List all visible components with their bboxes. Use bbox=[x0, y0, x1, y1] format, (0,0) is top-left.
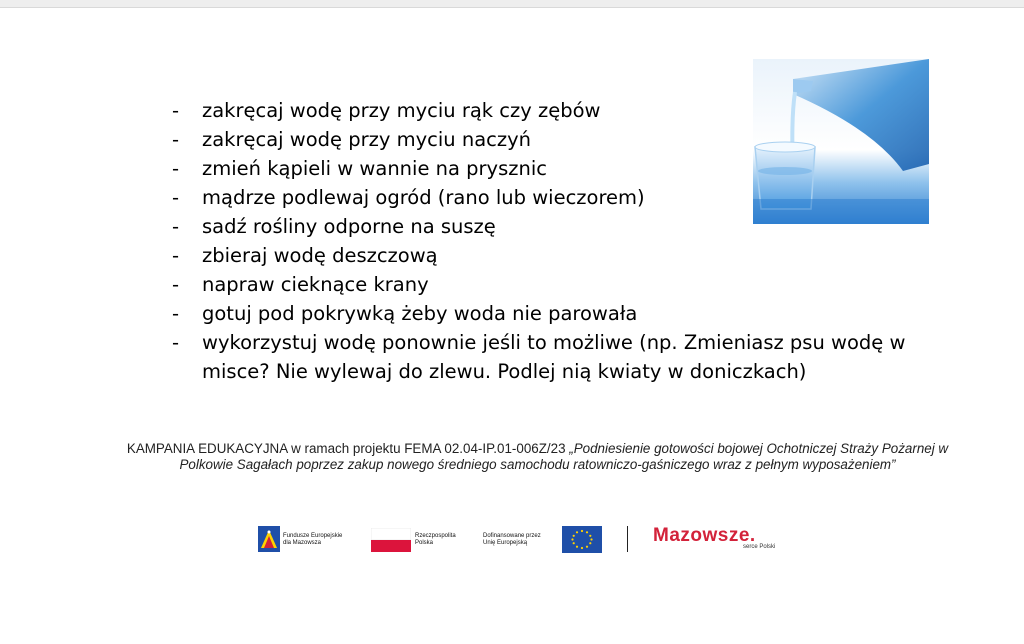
polish-flag-logo bbox=[371, 528, 411, 552]
funding-logos-strip bbox=[0, 520, 1024, 560]
campaign-project: w ramach projektu FEMA 02.04-IP.01-006Z/23 bbox=[287, 441, 570, 456]
list-item bbox=[172, 328, 952, 386]
list-item bbox=[172, 96, 952, 125]
list-item bbox=[172, 212, 952, 241]
eu-flag-logo bbox=[562, 526, 602, 553]
campaign-title: KAMPANIA EDUKACYJNA bbox=[126, 441, 288, 456]
rp-logo-text bbox=[415, 533, 456, 547]
campaign-project-title: „Podniesienie gotowości bojowej Ochotniczej Straży Pożarnej w Polkowie Sagałach poprzez zakup nowego średniego samochodu ratowniczo-gaśniczego wraz z pełnym wyposażeniem” bbox=[179, 441, 949, 472]
fe-line1: Fundusze Europejskie bbox=[283, 533, 343, 539]
list-item bbox=[172, 125, 952, 154]
bullet-dash: - bbox=[172, 302, 180, 325]
water-saving-tips-list bbox=[172, 96, 952, 386]
bullet-dash: - bbox=[172, 273, 180, 296]
tip-text: gotuj pod pokrywką żeby woda nie parowała bbox=[202, 302, 638, 325]
bullet-dash: - bbox=[172, 128, 180, 151]
eu-line2: Unię Europejską bbox=[483, 540, 528, 546]
list-item bbox=[172, 241, 952, 270]
mazowsze-tagline: serce Polski bbox=[743, 544, 776, 550]
fe-line2: dla Mazowsza bbox=[283, 540, 322, 546]
top-bar bbox=[0, 0, 1024, 8]
bullet-dash: - bbox=[172, 215, 180, 238]
rp-line2: Polska bbox=[415, 540, 434, 546]
list-item bbox=[172, 299, 952, 328]
logo-divider bbox=[627, 526, 628, 552]
tip-text: zmień kąpieli w wannie na prysznic bbox=[202, 157, 547, 180]
campaign-footer bbox=[110, 441, 965, 473]
mazowsze-logo: Mazowsze. bbox=[653, 525, 756, 546]
bullet-dash: - bbox=[172, 244, 180, 267]
rp-line1: Rzeczpospolita bbox=[415, 533, 456, 539]
eu-line1: Dofinansowane przez bbox=[483, 533, 541, 539]
bullet-dash: - bbox=[172, 157, 180, 180]
tip-text: zbieraj wodę deszczową bbox=[202, 244, 438, 267]
bullet-dash: - bbox=[172, 331, 180, 354]
list-item bbox=[172, 154, 952, 183]
tip-text: zakręcaj wodę przy myciu rąk czy zębów bbox=[202, 99, 601, 122]
tip-text: mądrze podlewaj ogród (rano lub wieczorem) bbox=[202, 186, 645, 209]
list-item bbox=[172, 270, 952, 299]
tip-text: wykorzystuj wodę ponownie jeśli to możliwe (np. Zmieniasz psu wodę w misce? Nie wylewaj do zlewu. Podlej nią kwiaty w doniczkach) bbox=[202, 331, 906, 383]
bullet-dash: - bbox=[172, 99, 180, 122]
bullet-dash: - bbox=[172, 186, 180, 209]
tip-text: napraw cieknące krany bbox=[202, 273, 429, 296]
fundusze-europejskie-logo bbox=[258, 526, 280, 552]
eu-logo-text bbox=[483, 533, 541, 547]
fe-logo-text bbox=[283, 533, 342, 547]
tip-text: sadź rośliny odporne na suszę bbox=[202, 215, 496, 238]
tip-text: zakręcaj wodę przy myciu naczyń bbox=[202, 128, 531, 151]
list-item bbox=[172, 183, 952, 212]
